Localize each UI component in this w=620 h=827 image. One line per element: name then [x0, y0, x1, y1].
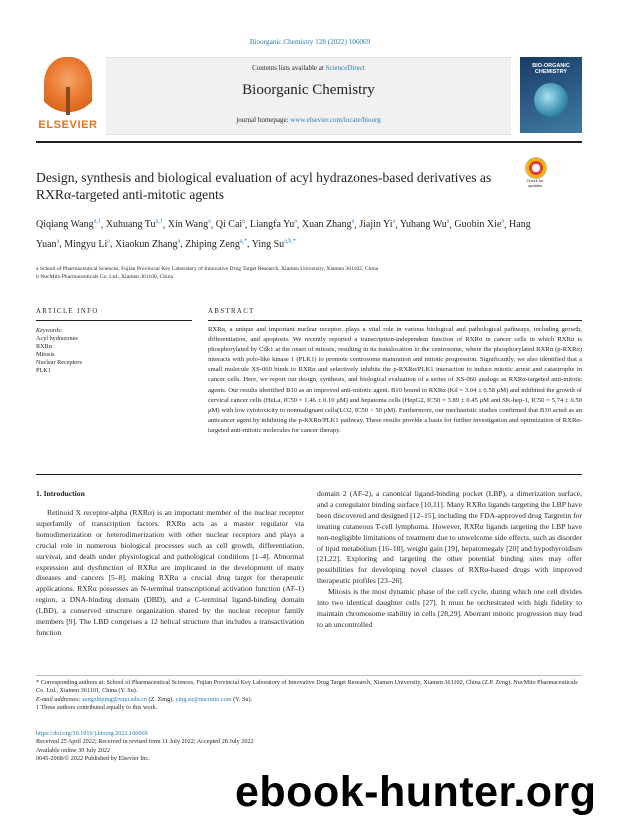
doi-link[interactable]: https://doi.org/10.1016/j.bioorg.2022.106069: [36, 730, 148, 737]
cover-artwork: [534, 83, 568, 117]
journal-citation[interactable]: Bioorganic Chemistry 128 (2022) 106069: [249, 38, 371, 46]
body-paragraph: Mitosis is the most dynamic phase of the cell cycle, during which one cell divides into two identical daughter cells [27]. It must be orchestrated with high fidelity to maintain chromosome stability in cells [28,29]. Aberrant mitotic progression may lead to an uncontrolled: [317, 587, 582, 629]
contents-prefix: Contents lists available at: [252, 64, 326, 72]
author-affiliation-mark: a,b,*: [284, 238, 296, 245]
author-name[interactable]: [64, 239, 110, 250]
author-name-text: Xuhuang Tu: [105, 219, 156, 231]
abstract-bottom-divider: [36, 474, 582, 475]
affiliation-text: NucMito Pharmaceuticals Co. Ltd., Xiamen 361100, China: [40, 274, 173, 280]
body-paragraph: Retinoid X receptor-alpha (RXRα) is an important member of the nuclear receptor superfamily of transcription factors. RXRα acts as a master regulator via homodimerization or heterodimerization with other nuclear receptors and plays a crucial role in numerous biological processes such as cell growth, differentiation, survival, and death under physiological and pathological conditions [1–4]. Abnormal expression and dysfunction of RXRα are implicated in the development of many diseases and cancers [5–8], making RXRα a crucial drug target for therapeutic applications. RXRα possesses an N-terminal transcriptional activation function (AF-1) region, a DNA-binding domain (DBD), and a C-terminal ligand-binding domain (LBD), a conserved structure organization shared by the nuclear receptor family members [9]. The LBD comprises a 12 helical structure that includes a transactivation function: [36, 508, 304, 637]
cover-title: BIO-ORGANIC CHEMISTRY: [532, 63, 570, 75]
email-owner: (Y. Su).: [231, 695, 253, 703]
author-name[interactable]: [454, 219, 504, 230]
author-affiliation-mark: a: [208, 219, 211, 225]
author-name-text: Jiajin Yi: [359, 219, 393, 231]
email-link-su[interactable]: ying.su@nucmito.com: [175, 695, 232, 703]
email-label: E-mail addresses:: [36, 695, 83, 703]
email-line: [36, 696, 582, 704]
author-affiliation-mark: a,*: [239, 238, 248, 245]
footnotes: [36, 679, 582, 712]
keyword-item: Acyl hydrazones: [36, 335, 78, 342]
equal-contribution-note: 1 These authors contributed equally to this work.: [36, 703, 158, 711]
footnote-divider: [36, 675, 582, 676]
check-updates-label: Check for updates: [526, 178, 544, 188]
author-name-text: Liangfa Yu: [249, 219, 295, 231]
author-affiliation-mark: a,1: [93, 219, 101, 225]
author-name-text: Mingyu Li: [64, 238, 108, 250]
abstract-divider: [208, 320, 582, 321]
abstract-text: RXRα, a unique and important nuclear receptor, plays a vital role in various biological and pathological pathways, including growth, differentiation, and apoptosis. We recently reported a transcription-independent function of RXRα in cancer cells in which RXRα is phosphorylated by Cdk1 at the onset of mitosis, resulting in its translocation to the centrosome, where the phosphorylated RXRα (p-RXRα) interacts with polo-like kinase 1 (PLK1) to promote centrosome maturation and mitotic progression. Significantly, we also identified that a small molecule XS-060 binds to RXRα and selectively inhibits the p-RXRα/PLK1 interaction to induce mitotic arrest and catastrophe in cancer cells. Here, we report our design, synthesis, and biological evaluation of a series of XS-060 analogs as RXRα-targeted anti-mitotic agents. Our results identified B10 as an improved anti-mitotic agent. B10 bound to RXRα (Kd = 3.04 ± 0.58 μM) and inhibited the growth of cervical cancer cells (HeLa, IC50 = 1.46 ± 0.10 μM) and hepatoma cells (HepG2, IC50 = 3.89 ± 0.45 μM and SK-hep-1, IC50 = 5.74 ± 0.50 μM) with low cytotoxicity to nonmalignant cells(LO2, IC50 > 50 μM). Furthermore, our mechanistic studies confirmed that B10 acted as an anticancer agent by inhibiting the p-RXRα/PLK1 pathway. These results provide a basis for further investigation and optimization of RXRα-targeted anti-mitotic molecules for cancer therapy.: [208, 326, 582, 434]
author-name-text: Zhiping Zeng: [185, 238, 240, 250]
author-name-text: Ying Su: [251, 238, 285, 250]
contents-line: [106, 64, 511, 72]
author-affiliation-mark: a: [351, 219, 355, 225]
affiliation-mark: b: [36, 274, 39, 280]
keywords-block: [36, 327, 192, 375]
body-column-left: [36, 508, 304, 639]
author-name[interactable]: [302, 219, 354, 230]
author-name-text: Hang Yuan: [36, 219, 531, 250]
author-name[interactable]: [106, 219, 163, 230]
corresponding-author-note: * Corresponding authors at: School of Pharmaceutical Sciences, Fujian Provincial Key Laboratory of Innovative Drug Target Research, Xiamen University, Xiamen 361102, China (Z.P. Zeng). NucMito Pharmaceuticals Co. Ltd., Xiamen 361101, China (Y. Su).: [36, 679, 578, 695]
watermark: ebook-hunter.org: [235, 768, 597, 816]
body-column-right: [317, 489, 582, 631]
keyword-item: Nuclear Receptors: [36, 359, 82, 366]
author-name[interactable]: [115, 239, 180, 250]
homepage-prefix: journal homepage:: [236, 116, 291, 124]
journal-banner: [106, 57, 511, 135]
article-info-heading: ARTICLE INFO: [36, 308, 99, 315]
author-name[interactable]: [216, 219, 245, 230]
keyword-item: PLK1: [36, 367, 51, 374]
author-name[interactable]: [359, 219, 395, 230]
keyword-item: RXRα: [36, 343, 52, 350]
author-name[interactable]: [400, 219, 450, 230]
journal-title: Bioorganic Chemistry: [242, 82, 375, 98]
affiliation-a: [36, 265, 582, 273]
author-name-text: Guobin Xie: [454, 219, 502, 231]
publisher-name: ELSEVIER: [38, 119, 98, 131]
online-date: Available online 30 July 2022: [36, 746, 111, 754]
section-heading-introduction: 1. Introduction: [36, 489, 85, 498]
author-name[interactable]: [168, 219, 211, 230]
author-list: Qiqiang Wang$^{a,1}$, Xuhuang Tu$^{a,1}$, Xin Wang$^a$, Qi Cai$^a$, Liangfa Yu$^a$, Xuan Zhang$^a$, Jiajin Yi$^a$, Yuhang Wu$^a$, Guobin Xie$^a$, Hang Yuan$^a$, Mingyu Li$^a$, Xiaokun Zhang$^a$, Zhiping Zeng$^{a,*}$, Ying $Su^{a,b,*}$: [36, 219, 531, 250]
email-owner: (Z. Zeng),: [146, 695, 176, 703]
author-name-text: Yuhang Wu: [399, 219, 447, 231]
keyword-item: Mitosis: [36, 351, 55, 358]
email-link-zeng[interactable]: zengzhiping@xmu.edu.cn: [82, 695, 147, 703]
author-name-text: Xin Wang: [167, 219, 209, 231]
author-name[interactable]: [250, 219, 297, 230]
copyright-line: 0045-2068/© 2022 Published by Elsevier Inc.: [36, 754, 150, 762]
check-updates-icon: [525, 157, 547, 179]
author-affiliation-mark: a: [446, 219, 450, 225]
author-name-text: Xiaokun Zhang: [114, 238, 178, 250]
homepage-link[interactable]: www.elsevier.com/locate/bioorg: [290, 116, 381, 124]
author-affiliation-mark: a: [242, 219, 245, 225]
affiliation-text: School of Pharmaceutical Sciences, Fujian Provincial Key Laboratory of Innovative Drug Target Research, Xiamen University, Xiamen 361102, China: [39, 266, 379, 272]
sciencedirect-link[interactable]: ScienceDirect: [325, 64, 365, 72]
author-name-text: Xuan Zhang: [301, 219, 352, 231]
homepage-line: [106, 116, 511, 124]
author-affiliation-mark: a: [501, 219, 505, 225]
article-title: Design, synthesis and biological evaluation of acyl hydrazones-based derivatives as RXRα-targeted anti-mitotic agents: [36, 170, 492, 202]
affiliation-mark: a: [36, 266, 39, 272]
author-name[interactable]: [36, 219, 101, 230]
header-divider: [36, 141, 582, 143]
author-name-text: Qiqiang Wang: [36, 219, 94, 231]
author-affiliation-mark: a: [392, 219, 396, 225]
author-affiliation-mark: a,1: [155, 219, 163, 225]
received-dates: Received 25 April 2022; Received in revised form 11 July 2022; Accepted 28 July 2022: [36, 738, 254, 746]
check-for-updates-button[interactable]: [521, 157, 549, 191]
affiliation-b: [36, 273, 582, 281]
body-paragraph: domain 2 (AF-2), a canonical ligand-binding pocket (LBP), a dimerization surface, and a coregulator binding surface [10,11]. Many RXRα ligands targeting the LBP have been discovered and designed [12–15], including the FDA-approved drug Targretin for treating cutaneous T-cell lymphoma. However, RXRα ligands targeting the LBP have non-negligible limitations of treatment due to unwelcome side effects, such as disorder of lipid metabolism [16–18], weight gain [19], hepatomegaly [20] and hypothyroidism [21,22]. Exploring and targeting the other potential binding sites may offer possibilities for developing novel classes of RXRα-based drugs with improved therapeutic profiles [23–26].: [317, 489, 582, 586]
author-name[interactable]: [252, 239, 296, 250]
author-name[interactable]: [185, 239, 247, 250]
author-affiliation-mark: a: [107, 238, 110, 245]
elsevier-logo: [36, 57, 100, 133]
abstract-heading: ABSTRACT: [208, 308, 255, 315]
journal-cover-image: [520, 57, 582, 133]
keywords-label: Keywords:: [36, 327, 63, 334]
author-affiliation-mark: a: [56, 238, 60, 245]
author-affiliation-mark: a: [294, 219, 297, 225]
elsevier-tree-icon: [44, 57, 92, 115]
publication-info: [36, 730, 582, 763]
author-name-text: Qi Cai: [215, 219, 243, 231]
article-info-divider: [36, 320, 192, 321]
author-affiliation-mark: a: [177, 238, 181, 245]
affiliations: [36, 265, 582, 281]
